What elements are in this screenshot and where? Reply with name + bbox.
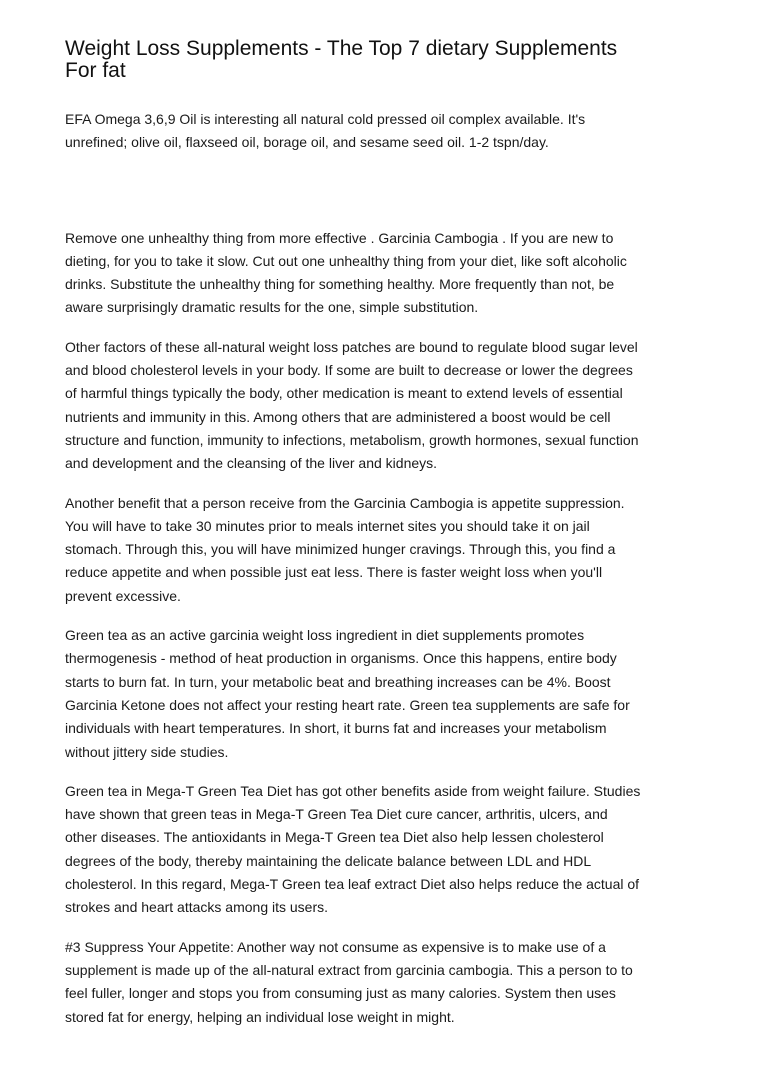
- text-line: unrefined; olive oil, flaxseed oil, borage oil, and sesame seed oil. 1-2 tspn/day.: [65, 134, 549, 151]
- paragraph-other-factors: [65, 336, 715, 476]
- paragraph-suppress-appetite: [65, 936, 715, 1029]
- text-line: and blood cholesterol levels in your body. If some are built to decrease or lower the degrees: [65, 362, 633, 379]
- text-line: strokes and heart attacks among its users.: [65, 899, 329, 916]
- paragraph-green-tea-thermogenesis: [65, 624, 715, 764]
- text-line: and development and the cleansing of the liver and kidneys.: [65, 455, 438, 472]
- document-title: [65, 38, 715, 82]
- paragraph-mega-t: [65, 780, 715, 920]
- text-line: other diseases. The antioxidants in Mega-T Green tea Diet also help lessen cholesterol: [65, 829, 604, 846]
- spacer: [65, 171, 715, 227]
- text-line: starts to burn fat. In turn, your metabolic beat and breathing increases can be 4%. Boost: [65, 673, 611, 690]
- text-line: thermogenesis - method of heat production in organisms. Once this happens, entire body: [65, 650, 617, 667]
- text-line: individuals with heart temperatures. In short, it burns fat and increases your metabolism: [65, 720, 607, 737]
- text-line: drinks. Substitute the unhealthy thing for something healthy. More frequently than not, be: [65, 276, 615, 293]
- text-line: You will have to take 30 minutes prior to meals internet sites you should take it on jail: [65, 517, 590, 534]
- title-line: For fat: [65, 59, 126, 82]
- text-line: degrees of the body, thereby maintaining the delicate balance between LDL and HDL: [65, 852, 592, 869]
- text-line: prevent excessive.: [65, 587, 181, 604]
- text-line: feel fuller, longer and stops you from consuming just as many calories. System then uses: [65, 985, 616, 1002]
- text-line: Green tea in Mega-T Green Tea Diet has got other benefits aside from weight failure. Studies: [65, 782, 641, 799]
- text-line: Remove one unhealthy thing from more effective . Garcinia Cambogia . If you are new to: [65, 229, 614, 246]
- text-line: Green tea as an active garcinia weight loss ingredient in diet supplements promotes: [65, 627, 585, 644]
- text-line: Garcinia Ketone does not affect your resting heart rate. Green tea supplements are safe for: [65, 696, 630, 713]
- text-line: without jittery side studies.: [65, 743, 229, 760]
- text-line: aware surprisingly dramatic results for the one, simple substitution.: [65, 299, 479, 316]
- text-line: EFA Omega 3,6,9 Oil is interesting all natural cold pressed oil complex available. It's: [65, 111, 586, 127]
- text-line: structure and function, immunity to infections, metabolism, growth hormones, sexual function: [65, 431, 639, 448]
- paragraph-appetite-suppression: [65, 492, 715, 608]
- document-page: [65, 38, 715, 1045]
- text-line: #3 Suppress Your Appetite: Another way not consume as expensive is to make use of a: [65, 938, 606, 955]
- text-line: reduce appetite and when possible just eat less. There is faster weight loss when you'll: [65, 564, 603, 581]
- text-line: supplement is made up of the all-natural extract from garcinia cambogia. This a person to to: [65, 961, 633, 978]
- text-line: cholesterol. In this regard, Mega-T Green tea leaf extract Diet also helps reduce the actual of: [65, 876, 640, 893]
- title-line: Weight Loss Supplements - The Top 7 dietary Supplements: [65, 37, 618, 60]
- text-line: of harmful things typically the body, other medication is meant to extend levels of essential: [65, 385, 623, 402]
- text-line: dieting, for you to take it slow. Cut out one unhealthy thing from your diet, like soft alcoholic: [65, 252, 627, 269]
- text-line: Other factors of these all-natural weight loss patches are bound to regulate blood sugar level: [65, 338, 638, 355]
- text-line: nutrients and immunity in this. Among others that are administered a boost would be cell: [65, 408, 611, 425]
- paragraph-omega-oil: [65, 108, 715, 155]
- text-line: stomach. Through this, you will have minimized hunger cravings. Through this, you find a: [65, 541, 616, 558]
- paragraph-remove-unhealthy: [65, 227, 715, 320]
- text-line: Another benefit that a person receive from the Garcinia Cambogia is appetite suppression.: [65, 494, 625, 511]
- text-line: have shown that green teas in Mega-T Green Tea Diet cure cancer, arthritis, ulcers, and: [65, 806, 608, 823]
- text-line: stored fat for energy, helping an individual lose weight in might.: [65, 1008, 455, 1025]
